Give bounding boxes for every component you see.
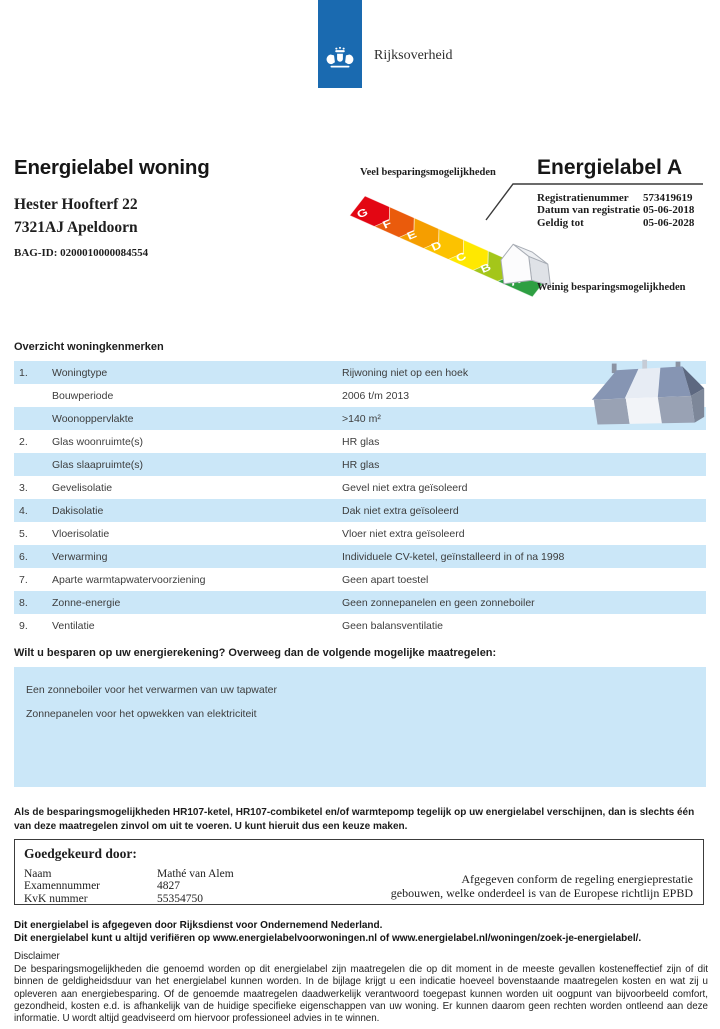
row-label: Glas woonruimte(s) <box>52 435 144 448</box>
row-value: Geen zonnepanelen en geen zonneboiler <box>342 596 535 609</box>
row-label: Dakisolatie <box>52 504 104 517</box>
row-number: 3. <box>19 481 28 494</box>
conform-line2: gebouwen, welke onderdeel is van de Europese richtlijn EPBD <box>390 886 693 900</box>
coat-of-arms-icon <box>324 46 356 76</box>
measures-box <box>14 667 706 787</box>
registration-label: Geldig tot <box>537 216 584 229</box>
row-value: HR glas <box>342 435 380 448</box>
row-value: Geen apart toestel <box>342 573 429 586</box>
footer-verify-line: Dit energielabel kunt u altijd verifiëren op www.energielabelvoorwoningen.nl of www.energielabel.nl/woningen/zoek-je-energielabel/. <box>14 933 642 944</box>
row-value: >140 m² <box>342 412 381 425</box>
scale-letter-D: D <box>429 238 444 254</box>
table-row <box>14 614 706 637</box>
row-value: HR glas <box>342 458 380 471</box>
approval-field-label: KvK nummer <box>24 892 88 905</box>
row-number: 5. <box>19 527 28 540</box>
approval-field-label: Examennummer <box>24 880 101 893</box>
row-house-illustration <box>588 356 708 434</box>
row-label: Gevelisolatie <box>52 481 113 494</box>
approval-field-label: Naam <box>24 868 52 880</box>
approval-box <box>14 839 704 905</box>
address-city: 7321AJ Apeldoorn <box>14 219 138 236</box>
row-label: Ventilatie <box>52 619 95 632</box>
page-title: Energielabel woning <box>14 156 210 179</box>
row-number: 8. <box>19 596 28 609</box>
registration-value: 05-06-2028 <box>643 216 695 229</box>
row-number: 6. <box>19 550 28 563</box>
rating-title: Energielabel A <box>537 156 683 179</box>
row-label: Bouwperiode <box>52 389 114 402</box>
table-row <box>14 499 706 522</box>
table-row <box>14 568 706 591</box>
table-row <box>14 522 706 545</box>
much-savings-label: Veel besparingsmogelijkheden <box>360 167 496 178</box>
approval-field-value: 4827 <box>157 880 180 893</box>
approval-field <box>24 880 234 892</box>
logo-wordmark: Rijksoverheid <box>374 48 453 63</box>
row-label: Zonne-energie <box>52 596 121 609</box>
disclaimer-title: Disclaimer <box>14 951 60 962</box>
row-number: 2. <box>19 435 28 448</box>
row-value: 2006 t/m 2013 <box>342 389 410 402</box>
footer-issued-line: Dit energielabel is afgegeven door Rijksdienst voor Ondernemend Nederland. <box>14 920 383 931</box>
bag-id: BAG-ID: 0200010000084554 <box>14 247 149 259</box>
row-number: 4. <box>19 504 28 517</box>
scale-letter-F: F <box>380 217 394 232</box>
scale-letter-C: C <box>453 249 469 265</box>
conform-line1: Afgegeven conform de regeling energieprestatie <box>461 872 693 886</box>
energy-scale-graphic <box>349 186 569 306</box>
row-number: 7. <box>19 573 28 586</box>
approval-field-value: 55354750 <box>157 892 203 905</box>
row-label: Woningtype <box>52 366 108 379</box>
measure-item: Zonnepanelen voor het opwekken van elektriciteit <box>26 708 257 720</box>
measure-item: Een zonneboiler voor het verwarmen van uw tapwater <box>26 684 277 696</box>
row-label: Verwarming <box>52 550 108 563</box>
rijksoverheid-logo-block <box>318 0 362 88</box>
address-street: Hester Hoofterf 22 <box>14 196 138 213</box>
measures-note: Als de besparingsmogelijkheden HR107-ketel, HR107-combiketel en/of warmtepomp tegelijk op uw energielabel verschijnen, dan is slechts één van deze maatregelen zinvol om uit te voeren. U kunt hieruit dus een keuze maken. <box>14 807 695 832</box>
registration-value: 05-06-2018 <box>643 204 695 217</box>
row-value: Geen balansventilatie <box>342 619 443 632</box>
scale-letter-E: E <box>404 227 419 243</box>
row-label: Vloerisolatie <box>52 527 110 540</box>
approval-field <box>24 868 234 880</box>
row-label: Woonoppervlakte <box>52 412 134 425</box>
table-row <box>14 545 706 568</box>
approval-title: Goedgekeurd door: <box>24 846 137 861</box>
row-value: Individuele CV-ketel, geïnstalleerd in of na 1998 <box>342 550 565 563</box>
table-row <box>14 591 706 614</box>
little-savings-label: Weinig besparingsmogelijkheden <box>537 282 686 293</box>
table-row <box>14 476 706 499</box>
scale-letter-G: G <box>354 205 370 221</box>
row-value: Vloer niet extra geïsoleerd <box>342 527 465 540</box>
table-title: Overzicht woningkenmerken <box>14 341 164 353</box>
row-number: 9. <box>19 619 28 632</box>
approval-fields <box>24 868 234 905</box>
registration-value: 573419619 <box>643 192 693 204</box>
row-value: Gevel niet extra geïsoleerd <box>342 481 468 494</box>
row-value: Dak niet extra geïsoleerd <box>342 504 459 517</box>
scale-letter-B: B <box>478 260 493 276</box>
disclaimer-body: De besparingsmogelijkheden die genoemd worden op dit energielabel zijn maatregelen die op dit moment in de meeste gevallen kosteneffectief zijn of dit binnen de geldigheidsduur van het energielabel kunnen worden. In de bijlage krijgt u een indicatie hoeveel bovenstaande maatregelen kosten en wat zij u opleveren aan energiebesparing. Of de genoemde maatregelen daadwerkelijk verantwoord toegepast kunnen worden uit oogpunt van bijvoorbeeld comfort, gezondheid, kosten e.d. is afhankelijk van de huidige specifieke eigenschappen van uw woning. Er kunnen daarom geen rechten worden ontleend aan deze informatie. U wordt altijd geadviseerd om hiervoor professioneel advies in te winnen. <box>14 964 708 1025</box>
row-number: 1. <box>19 366 28 379</box>
measures-title: Wilt u besparen op uw energierekening? Overweeg dan de volgende mogelijke maatregelen: <box>14 647 497 659</box>
approval-field-value: Mathé van Alem <box>157 868 234 880</box>
row-label: Aparte warmtapwatervoorziening <box>52 573 206 586</box>
row-value: Rijwoning niet op een hoek <box>342 366 469 379</box>
approval-field <box>24 893 234 905</box>
row-label: Glas slaapruimte(s) <box>52 458 144 471</box>
registration-label: Registratienummer <box>537 192 629 204</box>
conform-statement <box>391 872 693 900</box>
table-row <box>14 453 706 476</box>
registration-label: Datum van registratie <box>537 204 641 217</box>
